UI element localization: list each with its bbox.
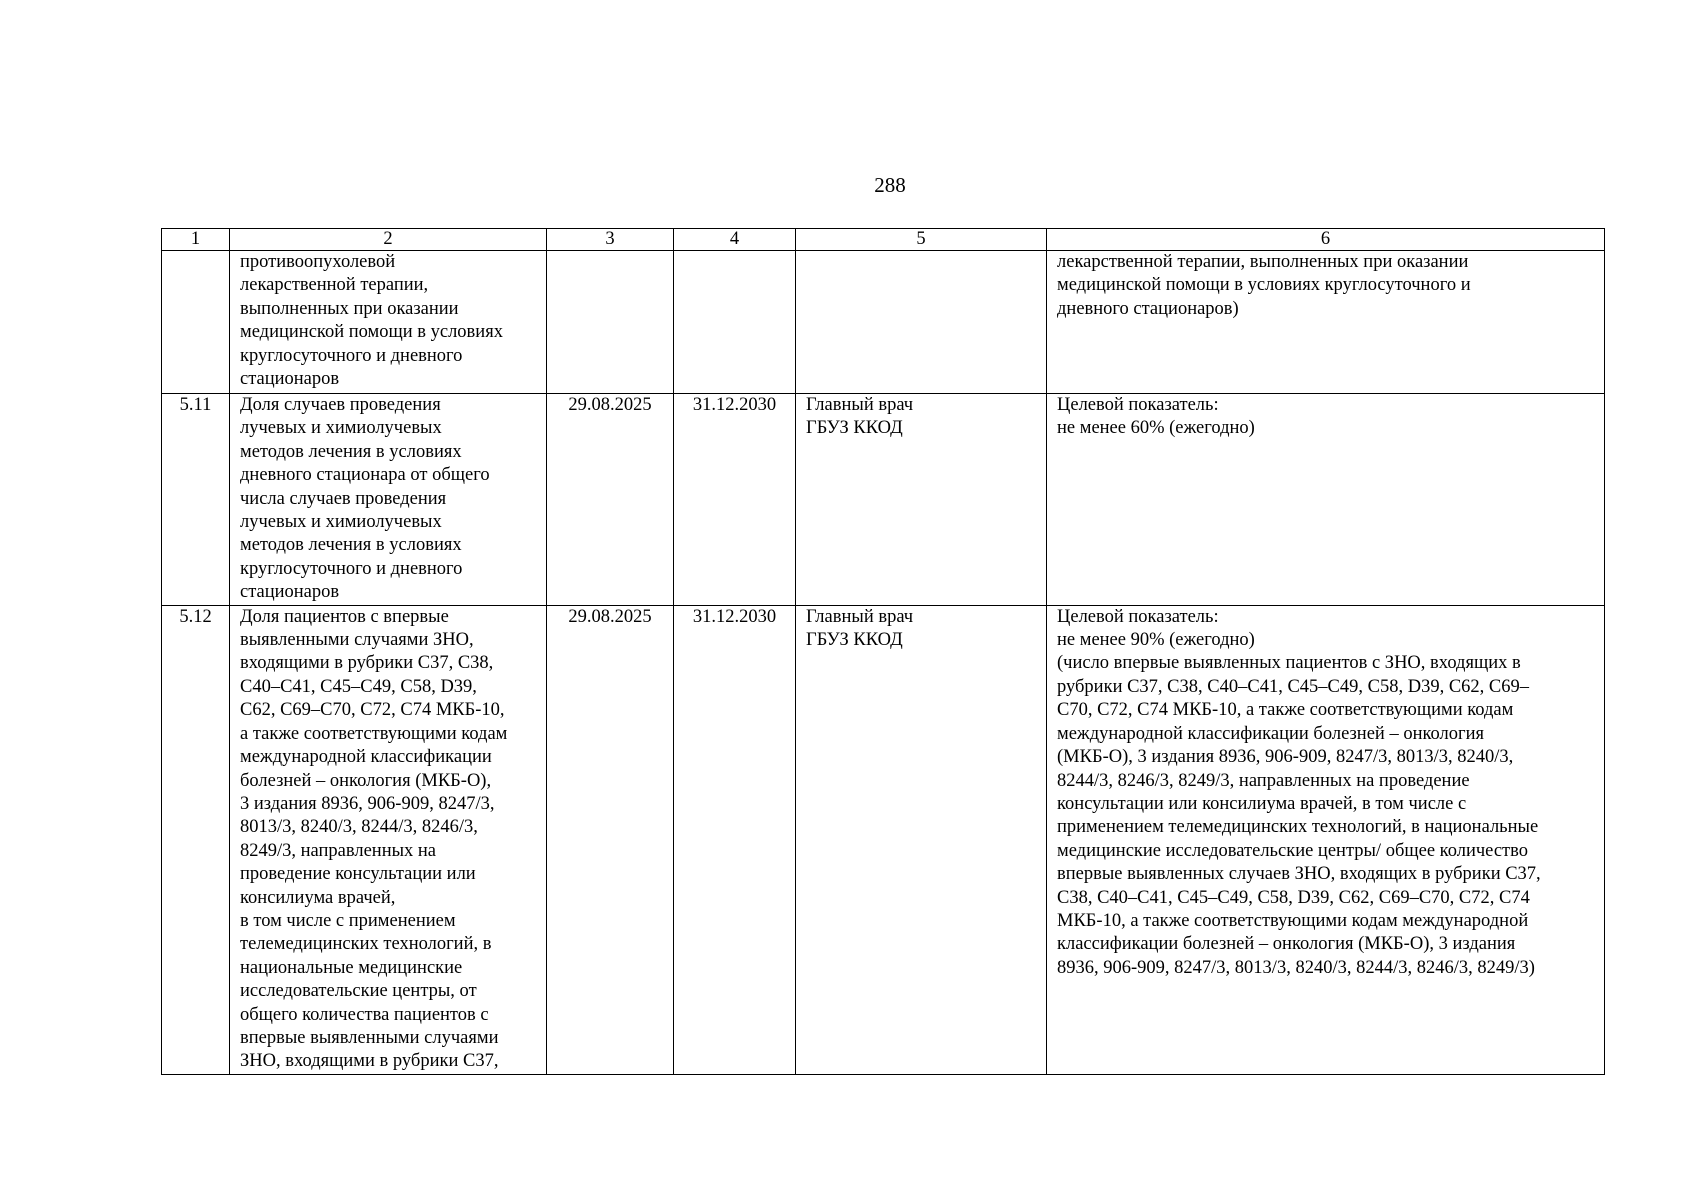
responsible-cell: Главный врач ГБУЗ ККОД (796, 394, 1047, 606)
item-number-cell (162, 251, 230, 394)
table-row (162, 251, 1605, 394)
result-cell: Целевой показатель: не менее 60% (ежегодно) (1047, 394, 1605, 606)
table-row (162, 394, 1605, 606)
result-cell: Целевой показатель: не менее 90% (ежегодно) (число впервые выявленных пациентов с ЗНО, входящих в рубрики С37, С38, С40–С41, С45–С49, С58, D39, С62, С69– С70, С72, С74 МКБ-10, а также соответствующими кодам международной классификации болезней – онкология (МКБ-О), 3 издания 8936, 906-909, 8247/3, 8013/3, 8240/3, 8244/3, 8246/3, 8249/3, направленных на проведение консультации или консилиума врачей, в том числе с применением телемедицинских технологий, в национальные медицинские исследовательские центры/ общее количество впервые выявленных случаев ЗНО, входящих в рубрики С37, С38, С40–С41, С45–С49, С58, D39, С62, С69–С70, С72, С74 МКБ-10, а также соответствующими кодам международной классификации болезней – онкология (МКБ-О), 3 издания 8936, 906-909, 8247/3, 8013/3, 8240/3, 8244/3, 8246/3, 8249/3) (1047, 605, 1605, 1074)
column-number: 5 (796, 229, 1047, 251)
column-number: 6 (1047, 229, 1605, 251)
end-date-cell: 31.12.2030 (674, 394, 796, 606)
column-number-row (162, 229, 1605, 251)
end-date-cell: 31.12.2030 (674, 605, 796, 1074)
item-number-cell: 5.11 (162, 394, 230, 606)
start-date-cell: 29.08.2025 (547, 394, 674, 606)
indicator-cell: противоопухолевой лекарственной терапии, выполненных при оказании медицинской помощи в условиях круглосуточного и дневного стационаров (230, 251, 547, 394)
column-number: 1 (162, 229, 230, 251)
table-row (162, 605, 1605, 1074)
result-cell: лекарственной терапии, выполненных при оказании медицинской помощи в условиях круглосуточного и дневного стационаров) (1047, 251, 1605, 394)
responsible-cell: Главный врач ГБУЗ ККОД (796, 605, 1047, 1074)
column-number: 2 (230, 229, 547, 251)
responsible-cell (796, 251, 1047, 394)
item-number-cell: 5.12 (162, 605, 230, 1074)
start-date-cell (547, 251, 674, 394)
indicator-cell: Доля пациентов с впервые выявленными случаями ЗНО, входящими в рубрики С37, С38, С40–С41, С45–С49, С58, D39, С62, С69–С70, С72, С74 МКБ-10, а также соответствующими кодам международной классификации болезней – онкология (МКБ-О), 3 издания 8936, 906-909, 8247/3, 8013/3, 8240/3, 8244/3, 8246/3, 8249/3, направленных на проведение консультации или консилиума врачей, в том числе с применением телемедицинских технологий, в национальные медицинские исследовательские центры, от общего количества пациентов с впервые выявленными случаями ЗНО, входящими в рубрики С37, (230, 605, 547, 1074)
page-number: 288 (874, 173, 906, 197)
column-number: 3 (547, 229, 674, 251)
indicator-cell: Доля случаев проведения лучевых и химиолучевых методов лечения в условиях дневного стационара от общего числа случаев проведения лучевых и химиолучевых методов лечения в условиях круглосуточного и дневного стационаров (230, 394, 547, 606)
end-date-cell (674, 251, 796, 394)
start-date-cell: 29.08.2025 (547, 605, 674, 1074)
plan-table (161, 228, 1605, 1075)
column-number: 4 (674, 229, 796, 251)
